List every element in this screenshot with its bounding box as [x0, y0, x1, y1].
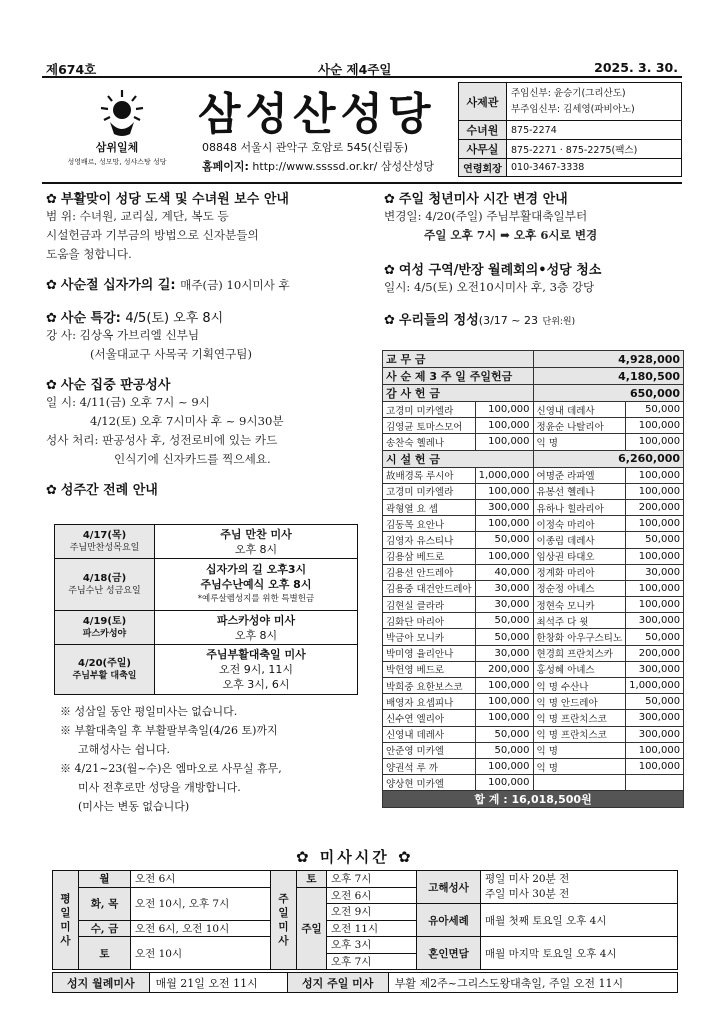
offering-label: 교 무 금	[383, 351, 534, 368]
donor-amount: 300,000	[626, 710, 684, 726]
sun-time: 오후 3시	[327, 937, 417, 954]
office-phone: 875-2271 · 875-2275(팩스)	[507, 140, 682, 159]
donor-name: 고경미 미카엘라	[383, 402, 476, 418]
weekday-day: 화, 목	[79, 887, 131, 920]
homepage-label: 홈페이지:	[202, 160, 249, 173]
donor-name: 익 명 안드레아	[533, 694, 626, 710]
donor-amount: 100,000	[475, 434, 533, 450]
homepage-link[interactable]: http://www.ssssd.or.kr/ 삼성산성당	[252, 160, 434, 173]
section-women-meeting: ✿ 여성 구역/반장 월례회의•성당 청소	[384, 263, 602, 278]
facility-row	[383, 775, 684, 791]
stations-time: 매주(금) 10시미사 후	[180, 278, 290, 292]
donor-amount: 100,000	[475, 694, 533, 710]
donor-name: 정순정 아녜스	[533, 580, 626, 596]
holy-week-table	[54, 524, 358, 695]
donor-amount: 200,000	[475, 661, 533, 677]
section-offering: ✿ 우리들의 정성(3/17 ~ 23 단위:원)	[384, 313, 576, 328]
address-block	[202, 138, 434, 176]
flower-icon: ✿	[389, 848, 414, 866]
issue-number: 제674호	[46, 62, 97, 77]
liturgical-week: 사순 제4주일	[318, 62, 392, 77]
note-2b: 고해성사는 쉽니다.	[78, 743, 171, 756]
flower-icon: ✿	[296, 848, 320, 866]
donor-amount: 100,000	[626, 467, 684, 483]
marriage-label: 혼인면담	[417, 937, 481, 970]
liturgy-day: 4/20(주일) 주님부활 대축일	[55, 645, 155, 695]
facility-row	[383, 678, 684, 694]
donor-name: 신수연 엘리아	[383, 710, 476, 726]
donor-amount: 1,000,000	[475, 467, 533, 483]
donor-amount: 50,000	[626, 629, 684, 645]
donor-name: 김영자 유스티나	[383, 532, 476, 548]
confession-line-2: 4/12(토) 오후 7시미사 후 ~ 9시30분	[90, 414, 284, 428]
donor-name: 박헌영 베드로	[383, 661, 476, 677]
section-holy-week: ✿ 성주간 전례 안내	[46, 483, 158, 498]
offering-total-row	[383, 791, 684, 808]
donor-amount: 1,000,000	[626, 678, 684, 694]
youth-line-1: 변경일: 4/20(주일) 주님부활대축일부터	[384, 209, 588, 223]
liturgy-mass: 주님 만찬 미사 오후 8시	[155, 525, 358, 559]
donor-amount: 100,000	[626, 516, 684, 532]
parish-logo-icon	[96, 88, 148, 140]
top-bar	[42, 44, 682, 78]
sunday-mass-label: 주일미사	[271, 871, 297, 970]
donor-name: 정현숙 모니카	[533, 597, 626, 613]
donor-name: 김화단 마리아	[383, 613, 476, 629]
offering-summary-row	[383, 351, 684, 368]
trinity-label: 삼위일체	[95, 141, 139, 154]
donor-name: 익 명	[533, 758, 626, 774]
right-column	[384, 188, 684, 328]
weekday-time: 오전 6시, 오전 10시	[131, 920, 271, 937]
facility-row	[383, 661, 684, 677]
donor-name: 최석주 다 윗	[533, 613, 626, 629]
donor-amount: 50,000	[475, 629, 533, 645]
confession-line-1: 일 시: 4/11(금) 오후 7시 ~ 9시	[46, 395, 210, 409]
facility-row	[383, 483, 684, 499]
facility-row	[383, 645, 684, 661]
section-youth-mass: ✿ 주일 청년미사 시간 변경 안내	[384, 192, 568, 207]
note-2a: ※ 부활대축일 후 부활팔부축일(4/26 토)까지	[60, 724, 278, 737]
donor-name: 현경희 프란치스카	[533, 645, 626, 661]
header-divider	[42, 182, 682, 184]
flower-icon: ✿	[46, 378, 57, 393]
donor-amount: 100,000	[475, 402, 533, 418]
donor-name: 이정숙 마리아	[533, 516, 626, 532]
sun-time: 오전 6시	[327, 887, 417, 904]
flower-icon: ✿	[46, 192, 57, 207]
donor-name: 박금아 모니카	[383, 629, 476, 645]
section-painting: ✿ 부활맞이 성당 도색 및 수녀원 보수 안내	[46, 192, 289, 207]
lecture-org: (서울대교구 사목국 기획연구팀)	[90, 347, 253, 361]
shrine-sunday-time: 부활 제2주~그리스도왕대축일, 주일 오전 11시	[388, 973, 677, 993]
donor-amount: 100,000	[626, 580, 684, 596]
facility-row	[383, 564, 684, 580]
flower-icon: ✿	[384, 192, 395, 207]
youth-line-2: 주일 오후 7시 ➡ 오후 6시로 변경	[424, 228, 598, 242]
donor-name: 홍성혜 아녜스	[533, 661, 626, 677]
painting-line-1: 범 위: 수녀원, 교리실, 계단, 복도 등	[46, 209, 229, 223]
donor-name: 여명준 라파엘	[533, 467, 626, 483]
donor-amount: 100,000	[626, 758, 684, 774]
note-3b: 미사 전후로만 성당을 개방합니다.	[78, 781, 241, 794]
donor-amount: 200,000	[626, 645, 684, 661]
donor-amount: 100,000	[475, 758, 533, 774]
left-column	[46, 188, 376, 498]
donor-amount: 300,000	[626, 726, 684, 742]
office-label: 사무실	[459, 140, 507, 159]
donor-amount: 100,000	[475, 710, 533, 726]
donor-name: 한창화 아우구스티노	[533, 629, 626, 645]
donor-amount: 100,000	[475, 678, 533, 694]
donor-amount: 100,000	[475, 516, 533, 532]
council-phone: 010-3467-3338	[507, 159, 682, 177]
donor-name: 정계화 마리아	[533, 564, 626, 580]
thanks-row	[383, 434, 684, 450]
donor-amount: 100,000	[475, 548, 533, 564]
weekday-time: 오전 10시	[131, 937, 271, 970]
donor-name: 임상권 타대오	[533, 548, 626, 564]
facility-row	[383, 580, 684, 596]
sun-label: 주일	[297, 887, 327, 970]
convent-phone: 875-2274	[507, 121, 682, 140]
liturgy-day: 4/18(금) 주님수난 성금요일	[55, 559, 155, 611]
donor-amount: 50,000	[626, 532, 684, 548]
weekday-day: 수, 금	[79, 920, 131, 937]
confession-label: 고해성사	[417, 871, 481, 904]
donor-name: 양권석 루 까	[383, 758, 476, 774]
donor-name: 김용삼 베드로	[383, 548, 476, 564]
flower-icon: ✿	[46, 311, 57, 326]
assistant-pastor: 부주임신부: 김세영(파비아노)	[511, 103, 635, 115]
offering-label: 사 순 제 3 주 일 주일헌금	[383, 368, 534, 385]
donor-amount: 100,000	[475, 775, 533, 791]
facility-row	[383, 726, 684, 742]
weekday-time: 오전 10시, 오후 7시	[131, 887, 271, 920]
parish-title: 삼성산성당	[198, 89, 436, 140]
donor-name: 곽형열 요 셉	[383, 499, 476, 515]
marriage-time: 매월 마지막 토요일 오후 4시	[481, 937, 678, 970]
staff-table	[458, 82, 682, 177]
holy-week-notes	[60, 702, 380, 816]
donor-amount: 100,000	[626, 742, 684, 758]
offering-label: 감 사 헌 금	[383, 385, 534, 402]
donor-amount: 50,000	[475, 613, 533, 629]
note-1: ※ 성삼일 동안 평일미사는 없습니다.	[60, 705, 238, 718]
donor-amount: 50,000	[626, 694, 684, 710]
weekday-day: 토	[79, 937, 131, 970]
facility-row	[383, 499, 684, 515]
donor-amount: 100,000	[475, 483, 533, 499]
flower-icon: ✿	[384, 313, 395, 328]
women-line-1: 일시: 4/5(토) 오전10시미사 후, 3층 강당	[384, 280, 595, 294]
baptism-time: 매월 첫째 토요일 오후 4시	[481, 904, 678, 937]
facility-row	[383, 710, 684, 726]
donor-name: 양상현 미카엘	[383, 775, 476, 791]
weekday-mass-label: 평일미사	[53, 871, 79, 970]
painting-line-2: 시설헌금과 기부금의 방법으로 신자분들의	[46, 228, 259, 242]
shrine-monthly-time: 매월 21일 오전 11시	[149, 973, 287, 993]
flower-icon: ✿	[384, 263, 395, 278]
offering-amount: 4,928,000	[533, 351, 684, 368]
donor-amount: 300,000	[626, 661, 684, 677]
donor-name: 박미영 율리안나	[383, 645, 476, 661]
offering-table	[382, 350, 684, 808]
donor-name	[533, 775, 626, 791]
section-stations: ✿ 사순절 십자가의 길: 매주(금) 10시미사 후	[46, 278, 290, 293]
donor-amount: 300,000	[475, 499, 533, 515]
flower-icon: ✿	[46, 278, 57, 293]
donor-amount: 30,000	[475, 580, 533, 596]
note-3a: ※ 4/21~23(월~수)은 엠마오로 사무실 휴무,	[60, 762, 282, 775]
donor-name: 이종림 데레사	[533, 532, 626, 548]
sat-time: 오후 7시	[327, 871, 417, 888]
facility-row	[383, 516, 684, 532]
section-lecture: ✿ 사순 특강: 4/5(토) 오후 8시	[46, 311, 224, 326]
donor-name: 익 명 프란치스코	[533, 726, 626, 742]
facility-row	[383, 742, 684, 758]
sun-time: 오후 7시	[327, 953, 417, 970]
donor-amount: 100,000	[626, 434, 684, 450]
donor-name: 유하나 힐라리아	[533, 499, 626, 515]
donor-name: 유봉선 헬레나	[533, 483, 626, 499]
sun-time: 오전 11시	[327, 920, 417, 937]
facility-row	[383, 694, 684, 710]
donor-name: 익 명 프란치스코	[533, 710, 626, 726]
sat-label: 토	[297, 871, 327, 888]
donor-name: 정윤순 나탈리아	[533, 418, 626, 434]
trinity-sub: 성영배르, 성모망, 성샤스탕 성당	[67, 158, 167, 166]
donor-name: 박희중 요한보스코	[383, 678, 476, 694]
weekday-day: 월	[79, 871, 131, 888]
weekday-time: 오전 6시	[131, 871, 271, 888]
donor-name: 송찬숙 헬레나	[383, 434, 476, 450]
pastor: 주임신부: 윤승기(그리산도)	[511, 87, 626, 99]
donor-name: 故배경록 루시아	[383, 467, 476, 483]
facility-row	[383, 548, 684, 564]
donor-name: 김동목 요안나	[383, 516, 476, 532]
donor-amount: 30,000	[475, 645, 533, 661]
facility-row	[383, 758, 684, 774]
donor-name: 익 명	[533, 434, 626, 450]
convent-label: 수녀원	[459, 121, 507, 140]
thanks-row	[383, 402, 684, 418]
donor-name: 김현실 클라라	[383, 597, 476, 613]
donor-name: 신영내 데레사	[533, 402, 626, 418]
donor-amount: 200,000	[626, 499, 684, 515]
painting-line-3: 도움을 청합니다.	[46, 247, 132, 261]
liturgy-mass: 주님부활대축일 미사 오전 9시, 11시 오후 3시, 6시	[155, 645, 358, 695]
donor-amount: 300,000	[626, 613, 684, 629]
donor-name: 익 명	[533, 742, 626, 758]
section-confession: ✿ 사순 집중 판공성사	[46, 378, 171, 393]
donor-amount	[626, 775, 684, 791]
facility-row	[383, 467, 684, 483]
donor-amount: 50,000	[626, 402, 684, 418]
shrine-monthly-label: 성지 월례미사	[53, 973, 150, 993]
mass-times-title: ✿ 미사시간 ✿	[296, 848, 414, 866]
shrine-sunday-label: 성지 주일 미사	[287, 973, 388, 993]
liturgy-mass: 십자가의 길 오후3시 주님수난예식 오후 8시 *예루살렘성지를 위한 특별헌금	[155, 559, 358, 611]
baptism-label: 유아세례	[417, 904, 481, 937]
donor-amount: 50,000	[475, 726, 533, 742]
facility-header-row	[383, 450, 684, 467]
donor-name: 고경미 미카엘라	[383, 483, 476, 499]
priest-label: 사제관	[459, 83, 507, 121]
liturgy-day: 4/19(토) 파스카성야	[55, 611, 155, 645]
offering-summary-row	[383, 385, 684, 402]
donor-amount: 100,000	[626, 418, 684, 434]
donor-amount: 100,000	[626, 548, 684, 564]
donor-name: 신영내 데레사	[383, 726, 476, 742]
donor-amount: 100,000	[626, 483, 684, 499]
donor-amount: 50,000	[475, 742, 533, 758]
shrine-mass-table	[52, 972, 678, 993]
note-3c: (미사는 변동 없습니다)	[78, 800, 190, 813]
donor-name: 김용선 안드레아	[383, 564, 476, 580]
sun-time: 오전 9시	[327, 904, 417, 921]
donor-amount: 40,000	[475, 564, 533, 580]
confession-times: 평일 미사 20분 전 주일 미사 30분 전	[481, 871, 678, 904]
offering-amount: 650,000	[533, 385, 684, 402]
donor-name: 김용중 대건안드레아	[383, 580, 476, 596]
donor-name: 배영자 요셉피나	[383, 694, 476, 710]
flower-icon: ✿	[46, 483, 57, 498]
liturgy-mass: 파스카성야 미사 오후 8시	[155, 611, 358, 645]
facility-row	[383, 597, 684, 613]
donor-amount: 30,000	[475, 597, 533, 613]
donor-amount: 30,000	[626, 564, 684, 580]
offering-summary-row	[383, 368, 684, 385]
confession-line-3: 성사 처리: 판공성사 후, 성전로비에 있는 카드	[46, 433, 278, 447]
lecture-speaker: 강 사: 김상옥 가브리엘 신부님	[46, 328, 200, 342]
donor-amount: 100,000	[626, 597, 684, 613]
confession-line-4: 인식기에 신자카드를 찍으세요.	[114, 452, 271, 466]
facility-row	[383, 613, 684, 629]
council-label: 연령회장	[459, 159, 507, 177]
offering-total: 합 계 : 16,018,500원	[383, 791, 684, 808]
liturgy-day: 4/17(목) 주님만찬성목요일	[55, 525, 155, 559]
donor-name: 익 명 수산나	[533, 678, 626, 694]
address: 08848 서울시 관악구 호암로 545(신림동)	[202, 141, 409, 154]
donor-amount: 50,000	[475, 532, 533, 548]
facility-row	[383, 629, 684, 645]
facility-label: 시 설 헌 금	[383, 450, 534, 467]
offering-amount: 4,180,500	[533, 368, 684, 385]
thanks-row	[383, 418, 684, 434]
trinity-block	[42, 140, 192, 170]
facility-row	[383, 532, 684, 548]
donor-amount: 100,000	[475, 418, 533, 434]
mass-times-table	[52, 870, 678, 970]
donor-name: 김영균 토마스모어	[383, 418, 476, 434]
issue-date: 2025. 3. 30.	[594, 60, 678, 75]
donor-name: 안준영 미카엘	[383, 742, 476, 758]
facility-amount: 6,260,000	[533, 450, 684, 467]
